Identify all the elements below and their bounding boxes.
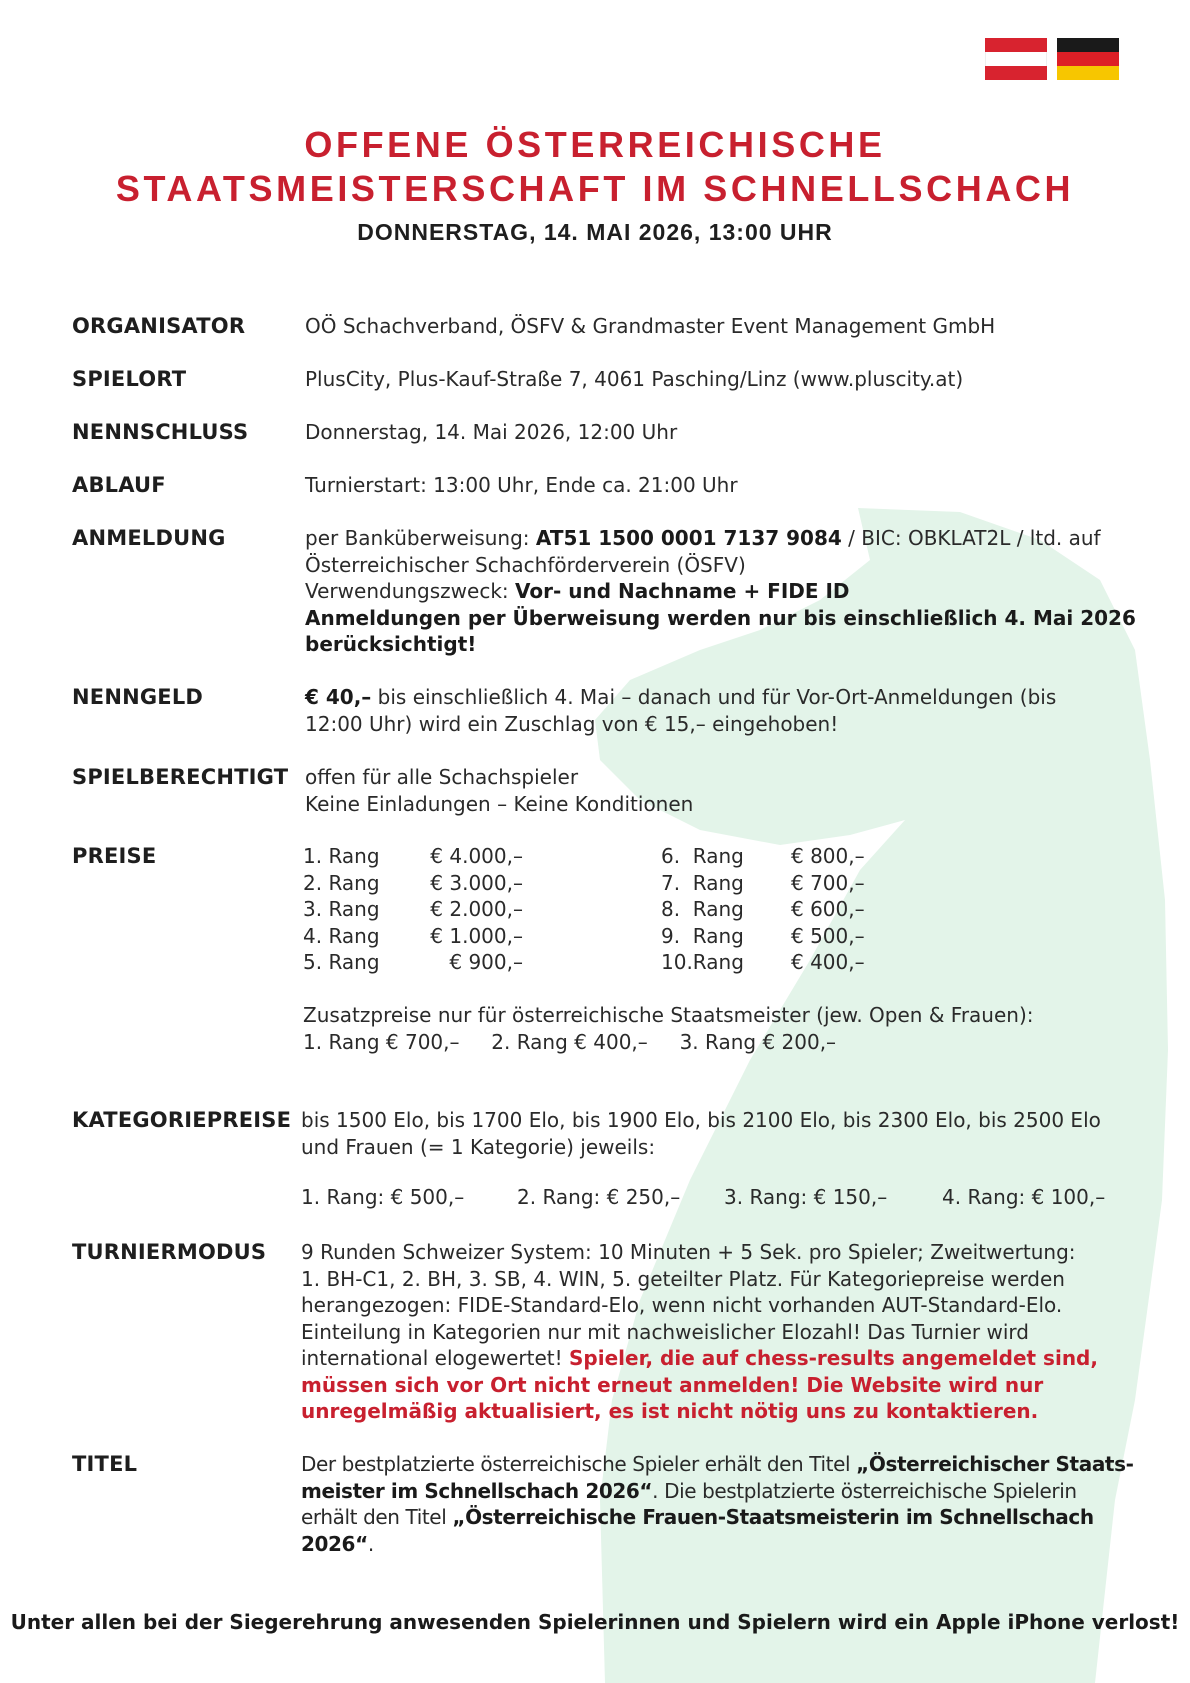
title-text: . (367, 1531, 374, 1556)
prize-row (303, 896, 523, 923)
chess-results-notice: müssen sich vor Ort nicht erneut anmelden! Die Website wird nur (301, 1372, 1044, 1397)
extra-prizes-values: 1. Rang € 700,– 2. Rang € 400,– 3. Rang € 200,– (303, 1029, 837, 1054)
title-text: erhält den Titel (301, 1505, 453, 1529)
prize-rank: 1. Rang (303, 844, 380, 868)
entry-fee-text: bis einschließlich 4. Mai – danach und für Vor-Ort-Anmeldungen (bis (371, 685, 1057, 709)
prize-rank: 9. Rang (661, 923, 744, 948)
iphone-raffle-note: Unter allen bei der Siegerehrung anwesenden Spielerinnen und Spielern wird ein Apple iPhone verlost! (10, 1610, 1180, 1634)
account-holder: Österreichischer Schachförderverein (ÖSFV) (305, 552, 746, 577)
mode-line: herangezogen: FIDE-Standard-Elo, wenn nicht vorhanden AUT-Standard-Elo. (301, 1293, 1063, 1317)
title-name: meister im Schnellschach 2026“ (301, 1478, 653, 1503)
prize-amount: € 800,– (791, 844, 865, 868)
prize-rank: 7. Rang (661, 870, 744, 895)
mode-line: 1. BH-C1, 2. BH, 3. SB, 4. WIN, 5. geteilter Platz. Für Kategoriepreise werden (301, 1266, 1065, 1291)
prize-row (661, 923, 881, 950)
spielberechtigt-value (305, 764, 693, 817)
prize-row (661, 949, 881, 976)
prize-rank: 2. Rang (303, 870, 380, 895)
spielberechtigt-label: SPIELBERECHTIGT (72, 765, 289, 789)
verwendungszweck-label: Verwendungszweck: (305, 579, 515, 603)
organisator-value: OÖ Schachverband, ÖSFV & Grandmaster Event Management GmbH (305, 314, 996, 338)
eligibility-line-1: offen für alle Schachspieler (305, 765, 579, 789)
mode-line: international elogewertet! (301, 1346, 570, 1370)
prize-row (661, 896, 881, 923)
bic-text: / BIC: OBKLAT2L / ltd. auf (841, 526, 1101, 550)
nennschluss-label: NENNSCHLUSS (72, 420, 249, 444)
prize-amount: € 700,– (791, 870, 865, 895)
chess-results-notice: Spieler, die auf chess-results angemeldet sind, (569, 1346, 1098, 1370)
prize-amount: € 400,– (791, 950, 865, 974)
prize-amount: € 500,– (791, 923, 865, 948)
prize-amount: € 600,– (791, 897, 865, 921)
titel-value (301, 1451, 1133, 1557)
prize-row (303, 923, 523, 950)
title-name: „Österreichische Frauen-Staatsmeisterin im Schnellschach (452, 1505, 1094, 1529)
prize-row (661, 843, 881, 870)
category-prize: 4. Rang: € 100,– (942, 1185, 1106, 1209)
prize-amount: € 4.000,– (430, 844, 523, 868)
category-prize: 3. Rang: € 150,– (724, 1185, 888, 1209)
turniermodus-label: TURNIERMODUS (72, 1240, 267, 1264)
anmeldung-label: ANMELDUNG (72, 526, 226, 550)
prize-rank: 6. Rang (661, 844, 744, 868)
nennschluss-value: Donnerstag, 14. Mai 2026, 12:00 Uhr (305, 420, 678, 444)
kategoriepreise-value (301, 1107, 1101, 1160)
austria-flag-icon (985, 38, 1047, 80)
nenngeld-label: NENNGELD (72, 685, 204, 709)
prize-row (303, 949, 523, 976)
titel-label: TITEL (72, 1452, 138, 1476)
eligibility-line-2: Keine Einladungen – Keine Konditionen (305, 791, 694, 816)
entry-fee-amount: € 40,– (305, 685, 372, 709)
prize-amount: € 1.000,– (430, 923, 523, 948)
anmeldung-bank-text: per Banküberweisung: (305, 526, 536, 550)
spielort-label: SPIELORT (72, 367, 187, 391)
prize-rank: 5. Rang (303, 950, 380, 974)
extra-prizes (303, 1002, 1034, 1055)
prize-rank: 10.Rang (661, 950, 744, 974)
category-prize: 1. Rang: € 500,– (301, 1185, 465, 1209)
category-list: bis 1500 Elo, bis 1700 Elo, bis 1900 Elo, bis 2100 Elo, bis 2300 Elo, bis 2500 Elo (301, 1108, 1101, 1132)
title-name: „Österreichischer Staats- (856, 1452, 1134, 1476)
germany-flag-icon (1057, 38, 1119, 80)
prize-row (661, 870, 881, 897)
anmeldung-deadline-note-2: berücksichtigt! (305, 632, 477, 656)
chess-results-notice: unregelmäßig aktualisiert, es ist nicht nötig uns zu kontaktieren. (301, 1399, 1039, 1423)
mode-line: 9 Runden Schweizer System: 10 Minuten + 5 Sek. pro Spieler; Zweitwertung: (301, 1240, 1076, 1264)
turniermodus-value (301, 1239, 1098, 1425)
title-text: Der bestplatzierte österreichische Spieler erhält den Titel (301, 1452, 857, 1476)
page-title-line1: OFFENE ÖSTERREICHISCHE (304, 124, 886, 165)
prize-rank: 8. Rang (661, 897, 744, 921)
title-text: . Die bestplatzierte österreichische Spielerin (652, 1478, 1077, 1503)
prize-rank: 4. Rang (303, 923, 380, 948)
ablauf-value: Turnierstart: 13:00 Uhr, Ende ca. 21:00 Uhr (305, 473, 738, 497)
preise-label: PREISE (72, 844, 157, 868)
event-date-subtitle: DONNERSTAG, 14. MAI 2026, 13:00 UHR (357, 219, 833, 245)
prize-amount: € 3.000,– (430, 870, 523, 895)
prize-row (303, 843, 523, 870)
title-name: 2026“ (301, 1531, 368, 1556)
mode-line: Einteilung in Kategorien nur mit nachweislicher Elozahl! Das Turnier wird (301, 1319, 1029, 1344)
iban: AT51 1500 0001 7137 9084 (535, 526, 842, 550)
prize-amount: € 900,– (449, 950, 523, 974)
spielort-value: PlusCity, Plus-Kauf-Straße 7, 4061 Pasching/Linz (www.pluscity.at) (305, 367, 964, 391)
kategoriepreise-label: KATEGORIEPREISE (72, 1108, 292, 1132)
anmeldung-value (305, 525, 1136, 658)
verwendungszweck-value: Vor- und Nachname + FIDE ID (515, 579, 850, 603)
entry-fee-surcharge: 12:00 Uhr) wird ein Zuschlag von € 15,– eingehoben! (305, 711, 839, 736)
prize-list-right (661, 843, 881, 976)
category-note: und Frauen (= 1 Kategorie) jeweils: (301, 1134, 656, 1159)
prize-list-left (303, 843, 523, 976)
nenngeld-value (305, 684, 1056, 737)
prize-amount: € 2.000,– (430, 897, 523, 921)
organisator-label: ORGANISATOR (72, 314, 246, 338)
ablauf-label: ABLAUF (72, 473, 166, 497)
prize-rank: 3. Rang (303, 897, 380, 921)
extra-prizes-intro: Zusatzpreise nur für österreichische Staatsmeister (jew. Open & Frauen): (303, 1003, 1034, 1027)
page-title-line2: STAATSMEISTERSCHAFT IM SCHNELLSCHACH (115, 168, 1075, 209)
anmeldung-deadline-note: Anmeldungen per Überweisung werden nur bis einschließlich 4. Mai 2026 (305, 605, 1136, 630)
prize-row (303, 870, 523, 897)
category-prize: 2. Rang: € 250,– (517, 1185, 681, 1209)
